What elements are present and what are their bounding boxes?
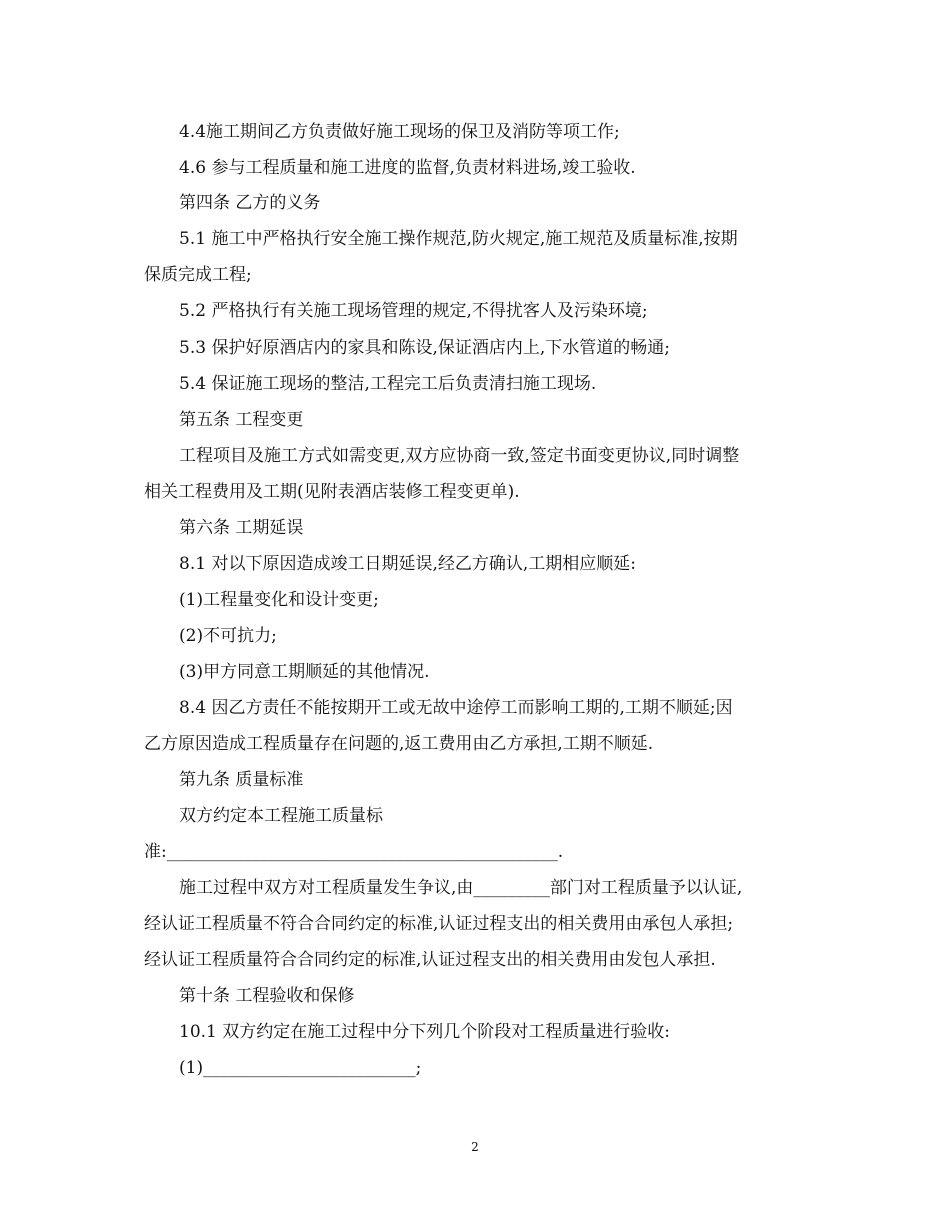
text-line: 相关工程费用及工期(见附表酒店装修工程变更单).: [144, 482, 520, 502]
text-line: 双方约定本工程施工质量标: [179, 806, 383, 826]
text-line: 10.1 双方约定在施工过程中分下列几个阶段对工程质量进行验收:: [179, 1022, 670, 1042]
page-number: 2: [471, 1140, 479, 1154]
text-line: 5.4 保证施工现场的整洁,工程完工后负责清扫施工现场.: [179, 374, 597, 394]
section-heading: 第九条 质量标准: [179, 770, 304, 790]
text-line: 5.1 施工中严格执行安全施工操作规范,防火规定,施工规范及质量标准,按期: [179, 229, 738, 249]
text-line: 4.4施工期间乙方负责做好施工现场的保卫及消防等项工作;: [179, 122, 620, 142]
section-heading: 第四条 乙方的义务: [179, 193, 321, 213]
section-heading: 第六条 工期延误: [179, 518, 304, 538]
text-line: 8.4 因乙方责任不能按期开工或无故中途停工而影响工期的,工期不顺延;因: [179, 698, 733, 718]
list-item: (3)甲方同意工期顺延的其他情况.: [179, 662, 430, 682]
text-line: 8.1 对以下原因造成竣工日期延误,经乙方确认,工期相应顺延:: [179, 554, 636, 574]
text-line: 4.6 参与工程质量和施工进度的监督,负责材料进场,竣工验收.: [179, 158, 636, 178]
list-item: (1)工程量变化和设计变更;: [179, 590, 379, 610]
text-line: 施工过程中双方对工程质量发生争议,由_________部门对工程质量予以认证,: [179, 878, 743, 898]
section-heading: 第十条 工程验收和保修: [179, 986, 355, 1006]
list-item: (2)不可抗力;: [179, 626, 277, 646]
text-line: 5.2 严格执行有关施工现场管理的规定,不得扰客人及污染环境;: [179, 301, 648, 321]
text-line: 经认证工程质量不符合合同约定的标准,认证过程支出的相关费用由承包人承担;: [144, 914, 734, 934]
text-line: 工程项目及施工方式如需变更,双方应协商一致,签定书面变更协议,同时调整: [179, 446, 740, 466]
text-line: 乙方原因造成工程质量存在问题的,返工费用由乙方承担,工期不顺延.: [144, 734, 654, 754]
text-line: 经认证工程质量符合合同约定的标准,认证过程支出的相关费用由发包人承担.: [144, 950, 716, 970]
text-line: 5.3 保护好原酒店内的家具和陈设,保证酒店内上,下水管道的畅通;: [179, 338, 670, 358]
section-heading: 第五条 工程变更: [179, 410, 304, 430]
fill-in-blank-line: (1)_________________________;: [179, 1058, 422, 1078]
text-line: 保质完成工程;: [144, 265, 252, 285]
fill-in-blank-line: 准:______________________________________________.: [144, 842, 564, 862]
